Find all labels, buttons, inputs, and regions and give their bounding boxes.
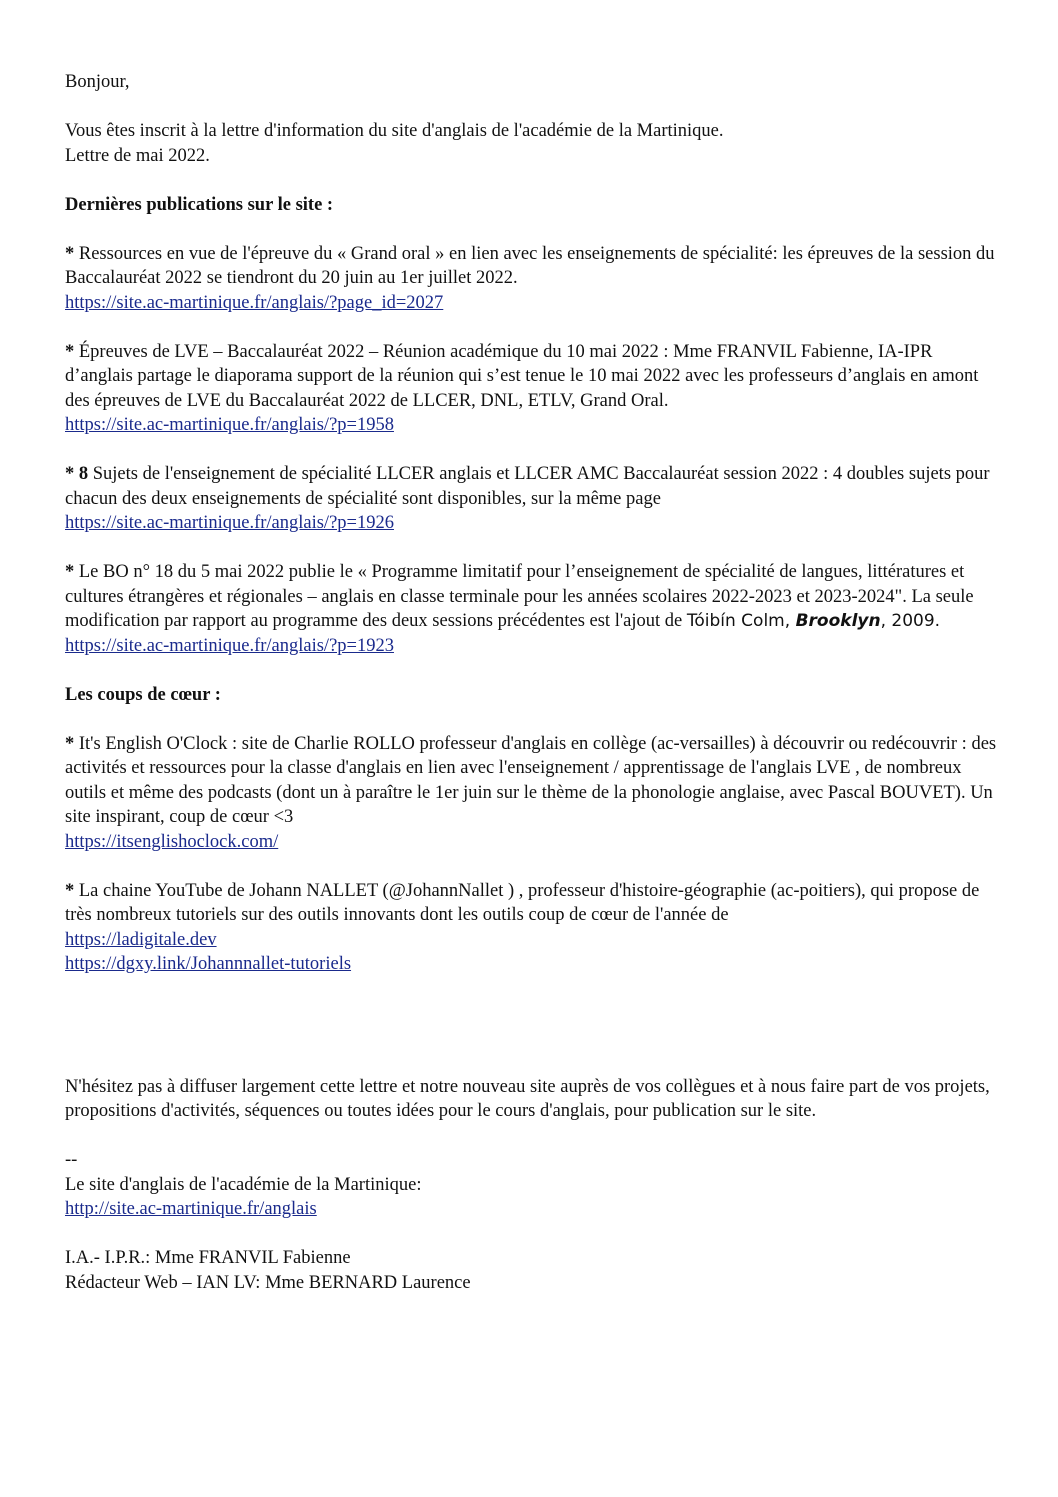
publication-item-2-text: Épreuves de LVE – Baccalauréat 2022 – Réunion académique du 10 mai 2022 : Mme FRANVIL Fabienne, IA-IPR d’anglais partage le diaporama support de la réunion qui s’est tenue le 10 mai 2022 avec les professeurs d’anglais en amont des épreuves de LVE du Baccalauréat 2022 de LLCER, DNL, ETLV, Grand Oral.	[65, 341, 979, 411]
intro-line-1: Vous êtes inscrit à la lettre d'information du site d'anglais de l'académie de la Martinique.	[65, 121, 724, 141]
publication-item-4	[65, 560, 1000, 658]
bullet-star: *	[65, 243, 75, 264]
closing-paragraph: N'hésitez pas à diffuser largement cette lettre et notre nouveau site auprès de vos collègues et à nous faire part de vos projets, propositions d'activités, séquences ou toutes idées pour le cours d'anglais, pour publication sur le site.	[65, 1076, 990, 1121]
signature	[65, 1148, 1000, 1222]
publication-item-2-link[interactable]: https://site.ac-martinique.fr/anglais/?p=1958	[65, 415, 394, 435]
publication-item-4-text: Le BO n° 18 du 5 mai 2022 publie le « Programme limitatif pour l’enseignement de spécialité de langues, littératures et cultures étrangères et régionales – anglais en classe terminale pour les années scolaires 2022-2023 et 2023-2024". La seule modification par rapport au programme des deux sessions précédentes est l'ajout de	[65, 562, 974, 631]
signature-site-label: Le site d'anglais de l'académie de la Martinique:	[65, 1174, 422, 1195]
publication-item-1-text: Ressources en vue de l'épreuve du « Grand oral » en lien avec les enseignements de spécialité: les épreuves de la session du Baccalauréat 2022 se tiendront du 20 juin au 1er juillet 2022.	[65, 243, 995, 288]
spacer	[65, 1001, 1000, 1075]
bullet-star: *	[65, 341, 75, 362]
favorite-item-1	[65, 732, 1000, 855]
favorite-item-2-text: La chaine YouTube de Johann NALLET (@JohannNallet ) , professeur d'histoire-géographie (ac-poitiers), qui propose de très nombreux tutoriels sur des outils innovants dont les outils coup de cœur de l'année de	[65, 880, 980, 925]
publication-item-1	[65, 242, 1000, 316]
intro	[65, 119, 1000, 168]
favorite-item-1-text: It's English O'Clock : site de Charlie ROLLO professeur d'anglais en collège (ac-versailles) à découvrir ou redécouvrir : des activités et ressources pour la classe d'anglais en lien avec l'enseignement / apprentissage de l'anglais LVE , de nombreux outils et même des podcasts (dont un à paraître le 1er juin sur le thème de la phonologie anglaise, avec Pascal BOUVET). Un site inspirant, coup de cœur <3	[65, 733, 997, 827]
newsletter-page	[65, 70, 1000, 1320]
favorite-item-1-link[interactable]: https://itsenglishoclock.com/	[65, 831, 279, 852]
publication-item-4-link[interactable]: https://site.ac-martinique.fr/anglais/?p=1923	[65, 635, 394, 656]
bullet-star: *	[65, 562, 75, 582]
intro-line-2: Lettre de mai 2022.	[65, 145, 210, 166]
contact-web-editor: Rédacteur Web – IAN LV: Mme BERNARD Laurence	[65, 1272, 471, 1293]
book-title: Brooklyn	[795, 611, 881, 631]
bullet-star: * 8	[65, 464, 89, 484]
signature-site-link[interactable]: http://site.ac-martinique.fr/anglais	[65, 1199, 317, 1219]
favorite-item-2	[65, 879, 1000, 977]
publication-item-1-link[interactable]: https://site.ac-martinique.fr/anglais/?page_id=2027	[65, 292, 444, 313]
bullet-star: *	[65, 880, 75, 901]
publication-item-2	[65, 340, 1000, 438]
publications-heading: Dernières publications sur le site :	[65, 194, 334, 215]
publication-item-3-link[interactable]: https://site.ac-martinique.fr/anglais/?p=1926	[65, 513, 394, 533]
greeting: Bonjour,	[65, 72, 130, 92]
book-author: Tóibín Colm,	[686, 611, 796, 631]
publication-item-3	[65, 462, 1000, 536]
publication-item-3-text: Sujets de l'enseignement de spécialité LLCER anglais et LLCER AMC Baccalauréat session 2022 : 4 doubles sujets pour chacun des deux enseignements de spécialité sont disponibles, sur la même page	[65, 464, 990, 509]
favorites-heading: Les coups de cœur :	[65, 684, 221, 705]
favorite-item-2-link-2[interactable]: https://dgxy.link/Johannnallet-tutoriels	[65, 954, 352, 974]
signature-separator: --	[65, 1150, 78, 1170]
bullet-star: *	[65, 733, 75, 754]
contact-ipr: I.A.- I.P.R.: Mme FRANVIL Fabienne	[65, 1248, 351, 1268]
contacts	[65, 1246, 1000, 1295]
book-year: , 2009.	[880, 611, 941, 631]
favorite-item-2-link[interactable]: https://ladigitale.dev	[65, 929, 217, 950]
